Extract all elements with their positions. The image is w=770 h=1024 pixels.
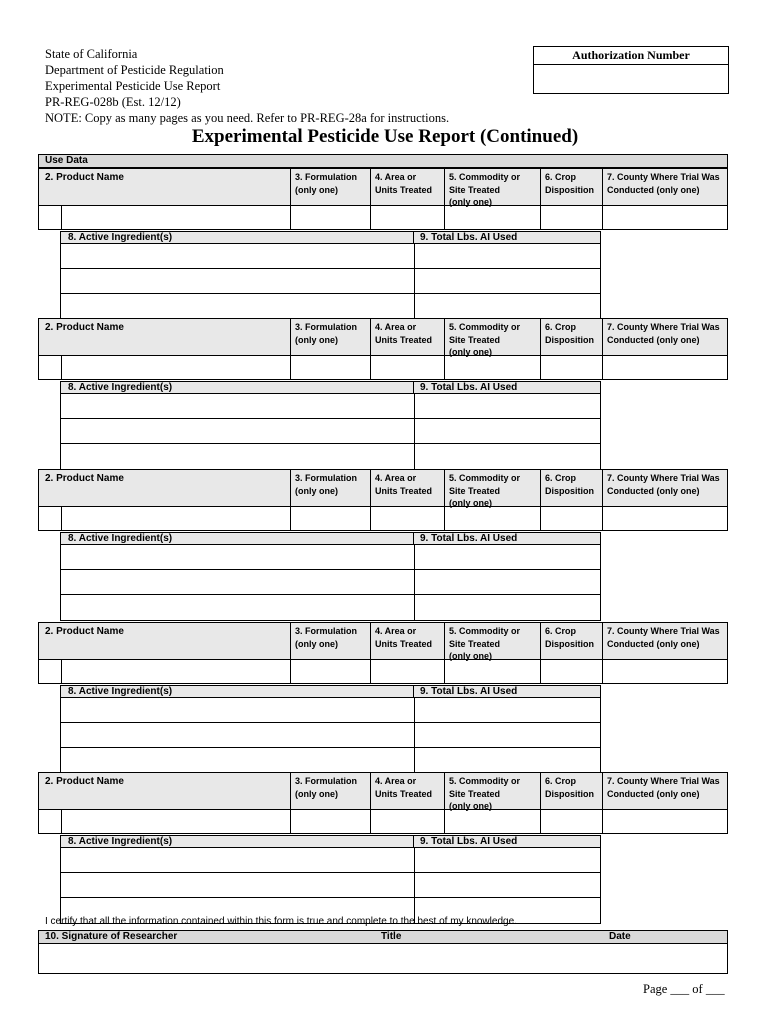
total-lbs-label: 9. Total Lbs. AI Used [420,382,518,393]
total-lbs-field[interactable] [414,723,602,747]
formulation-header [290,169,370,205]
column-label: 5. Commodity or [449,473,521,483]
column-label: (only one) [449,347,492,357]
active-ingredient-row [61,545,600,570]
signature-header [38,930,728,944]
column-label: (only one) [295,334,338,345]
column-label: Site Treated [449,638,501,649]
commodity-header [444,773,540,809]
commodity-header [444,169,540,205]
column-label: 7. County Where Trial Was [607,322,720,332]
active-ingredient-header [60,532,601,545]
product-name-header [39,319,290,355]
crop-disposition-header [540,623,602,659]
area-field[interactable] [370,507,444,530]
signature-field[interactable] [38,944,728,974]
product-name-header [39,773,290,809]
crop-disposition-field[interactable] [540,356,602,379]
total-lbs-field[interactable] [414,294,602,319]
agency-line: Department of Pesticide Regulation [45,63,224,77]
county-field[interactable] [602,206,729,229]
column-label: 6. Crop [545,776,577,786]
column-label: 4. Area or [375,322,417,332]
active-ingredient-field[interactable] [61,394,414,418]
column-label: 5. Commodity or [449,626,521,636]
total-lbs-field[interactable] [414,570,602,594]
column-label: 6. Crop [545,473,577,483]
authorization-box [533,46,729,94]
active-ingredient-row [61,444,600,469]
active-ingredient-header [60,381,601,394]
product-name-field[interactable] [61,810,290,833]
column-label: 2. Product Name [45,172,124,183]
active-ingredient-row [61,595,600,620]
formulation-field[interactable] [290,660,370,683]
active-ingredient-row [61,269,600,294]
formulation-field[interactable] [290,810,370,833]
column-label: Units Treated [375,184,433,195]
column-label: 3. Formulation [295,172,358,182]
column-label: 5. Commodity or [449,776,521,786]
crop-disposition-field[interactable] [540,206,602,229]
commodity-field[interactable] [444,356,540,379]
column-label: 3. Formulation [295,626,358,636]
product-header-row [38,168,728,206]
column-label: 7. County Where Trial Was [607,626,720,636]
form-note: NOTE: Copy as many pages as you need. Refer to PR-REG-28a for instructions. [45,111,450,125]
crop-disposition-field[interactable] [540,810,602,833]
product-name-field[interactable] [61,356,290,379]
area-treated-header [370,319,444,355]
area-field[interactable] [370,206,444,229]
active-ingredient-field[interactable] [61,294,414,319]
county-header [602,319,729,355]
formulation-field[interactable] [290,507,370,530]
active-ingredient-row [61,394,600,419]
product-header-row [38,318,728,356]
column-label: (only one) [295,485,338,496]
area-treated-header [370,169,444,205]
active-ingredient-field[interactable] [61,848,414,872]
county-header [602,169,729,205]
area-field[interactable] [370,356,444,379]
column-label: 2. Product Name [45,776,124,787]
commodity-field[interactable] [444,810,540,833]
column-label: 6. Crop [545,322,577,332]
column-label: Units Treated [375,334,433,345]
active-ingredient-row [61,294,600,319]
area-field[interactable] [370,660,444,683]
formulation-header [290,470,370,506]
product-data-row [38,660,728,684]
total-lbs-field[interactable] [414,748,602,773]
county-field[interactable] [602,507,729,530]
column-label: Conducted (only one) [607,485,700,496]
entry-marker-cell [39,810,61,833]
formulation-field[interactable] [290,206,370,229]
active-ingredient-label: 8. Active Ingredient(s) [61,382,414,393]
column-label: 5. Commodity or [449,322,521,332]
product-data-row [38,810,728,834]
column-label: 4. Area or [375,776,417,786]
active-ingredient-field[interactable] [61,244,414,268]
active-ingredient-field[interactable] [61,570,414,594]
page-title: Experimental Pesticide Use Report (Continued) [191,126,579,147]
total-lbs-field[interactable] [414,595,602,620]
formulation-header [290,773,370,809]
active-ingredient-row [61,244,600,269]
area-treated-header [370,773,444,809]
product-name-field[interactable] [61,507,290,530]
column-label: (only one) [449,197,492,207]
column-label: Units Treated [375,485,433,496]
column-label: Disposition [545,184,594,195]
column-label: Disposition [545,638,594,649]
active-ingredient-field[interactable] [61,269,414,293]
product-name-header [39,623,290,659]
commodity-header [444,470,540,506]
total-lbs-field[interactable] [414,873,602,897]
commodity-field[interactable] [444,507,540,530]
column-label: (only one) [295,788,338,799]
column-label: 3. Formulation [295,473,358,483]
signature-label: 10. Signature of Researcher [45,931,178,942]
column-label: (only one) [449,498,492,508]
entry-marker-cell [39,206,61,229]
active-ingredient-label: 8. Active Ingredient(s) [61,836,414,847]
crop-disposition-header [540,773,602,809]
column-label: 6. Crop [545,626,577,636]
total-lbs-field[interactable] [414,698,602,722]
use-data-label: Use Data [45,155,88,166]
column-label: 6. Crop [545,172,577,182]
active-ingredient-rows [60,244,601,320]
total-lbs-field[interactable] [414,444,602,469]
active-ingredient-label: 8. Active Ingredient(s) [61,533,414,544]
column-label: 7. County Where Trial Was [607,473,720,483]
product-name-field[interactable] [61,660,290,683]
column-label: 7. County Where Trial Was [607,172,720,182]
column-label: (only one) [295,638,338,649]
active-ingredient-field[interactable] [61,698,414,722]
total-lbs-label: 9. Total Lbs. AI Used [420,836,518,847]
authorization-label: Authorization Number [534,47,728,65]
entry-marker-cell [39,660,61,683]
active-ingredient-label: 8. Active Ingredient(s) [61,686,414,697]
active-ingredient-field[interactable] [61,723,414,747]
product-data-row [38,206,728,230]
county-field[interactable] [602,356,729,379]
crop-disposition-field[interactable] [540,507,602,530]
column-label: Site Treated [449,184,501,195]
commodity-header [444,319,540,355]
total-lbs-field[interactable] [414,848,602,872]
total-lbs-field[interactable] [414,269,602,293]
county-header [602,470,729,506]
agency-line: Experimental Pesticide Use Report [45,79,221,93]
date-label: Date [609,931,631,942]
column-label: Disposition [545,788,594,799]
crop-disposition-field[interactable] [540,660,602,683]
active-ingredient-row [61,873,600,898]
product-header-row [38,622,728,660]
total-lbs-field[interactable] [414,244,602,268]
use-data-bar [38,154,728,168]
active-ingredient-rows [60,848,601,924]
crop-disposition-header [540,470,602,506]
form-number: PR-REG-028b (Est. 12/12) [45,95,181,109]
area-treated-header [370,623,444,659]
authorization-number-field[interactable] [534,65,728,94]
product-data-row [38,356,728,380]
active-ingredient-rows [60,698,601,774]
county-field[interactable] [602,660,729,683]
total-lbs-label: 9. Total Lbs. AI Used [420,232,518,243]
commodity-field[interactable] [444,660,540,683]
column-label: Units Treated [375,788,433,799]
formulation-field[interactable] [290,356,370,379]
area-treated-header [370,470,444,506]
total-lbs-field[interactable] [414,419,602,443]
column-label: Site Treated [449,485,501,496]
total-lbs-field[interactable] [414,545,602,569]
crop-disposition-header [540,319,602,355]
crop-disposition-header [540,169,602,205]
column-label: Conducted (only one) [607,788,700,799]
active-ingredient-header [60,231,601,244]
product-name-field[interactable] [61,206,290,229]
column-label: Conducted (only one) [607,638,700,649]
column-label: (only one) [449,651,492,661]
column-label: (only one) [449,801,492,811]
product-header-row [38,469,728,507]
column-label: 4. Area or [375,172,417,182]
column-label: Site Treated [449,788,501,799]
column-label: 7. County Where Trial Was [607,776,720,786]
commodity-field[interactable] [444,206,540,229]
column-label: 3. Formulation [295,776,358,786]
column-label: Units Treated [375,638,433,649]
active-ingredient-label: 8. Active Ingredient(s) [61,232,414,243]
active-ingredient-row [61,698,600,723]
active-ingredient-field[interactable] [61,419,414,443]
active-ingredient-rows [60,394,601,470]
active-ingredient-field[interactable] [61,444,414,469]
total-lbs-label: 9. Total Lbs. AI Used [420,533,518,544]
formulation-header [290,623,370,659]
entry-marker-cell [39,507,61,530]
column-label: 2. Product Name [45,322,124,333]
column-label: Conducted (only one) [607,334,700,345]
active-ingredient-field[interactable] [61,873,414,897]
area-field[interactable] [370,810,444,833]
active-ingredient-row [61,723,600,748]
column-label: 3. Formulation [295,322,358,332]
active-ingredient-row [61,748,600,773]
column-label: Conducted (only one) [607,184,700,195]
title-label: Title [381,931,402,942]
page-number: Page ___ of ___ [643,982,725,996]
column-label: 4. Area or [375,626,417,636]
column-label: Site Treated [449,334,501,345]
active-ingredient-row [61,848,600,873]
column-label: 5. Commodity or [449,172,521,182]
active-ingredient-header [60,835,601,848]
active-ingredient-field[interactable] [61,595,414,620]
active-ingredient-field[interactable] [61,748,414,773]
total-lbs-field[interactable] [414,394,602,418]
column-label: 2. Product Name [45,626,124,637]
total-lbs-label: 9. Total Lbs. AI Used [420,686,518,697]
county-header [602,773,729,809]
active-ingredient-rows [60,545,601,621]
county-field[interactable] [602,810,729,833]
column-label: 2. Product Name [45,473,124,484]
active-ingredient-field[interactable] [61,545,414,569]
product-data-row [38,507,728,531]
county-header [602,623,729,659]
column-label: (only one) [295,184,338,195]
product-name-header [39,470,290,506]
product-name-header [39,169,290,205]
formulation-header [290,319,370,355]
product-header-row [38,772,728,810]
certification-statement: I certify that all the information contained within this form is true and complete to the best of my knowledge. [45,916,517,927]
column-label: Disposition [545,485,594,496]
agency-header [45,46,515,126]
active-ingredient-row [61,419,600,444]
agency-line: State of California [45,47,138,61]
entry-marker-cell [39,356,61,379]
commodity-header [444,623,540,659]
column-label: Disposition [545,334,594,345]
column-label: 4. Area or [375,473,417,483]
active-ingredient-row [61,570,600,595]
active-ingredient-header [60,685,601,698]
